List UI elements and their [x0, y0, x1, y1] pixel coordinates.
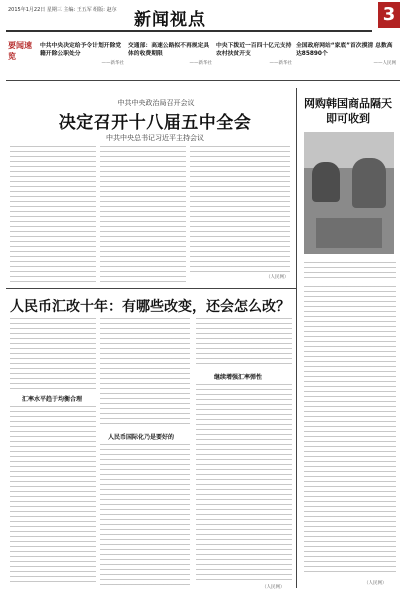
- rmb-body-column: [100, 318, 190, 428]
- rmb-source: （人民网）: [262, 585, 285, 590]
- top-rule: [6, 30, 372, 32]
- side-source: （人民网）: [364, 581, 387, 586]
- brief-label: 要闻速览: [8, 41, 32, 61]
- page-number: 3: [378, 2, 400, 28]
- side-body-column: [304, 286, 396, 576]
- brief-item-text: 中央下拨近一百四十亿元支持农村扶贫开支: [216, 43, 292, 57]
- brief-item-text: 全国政府网站“家底”首次摸清 总数高达85890个: [296, 43, 393, 57]
- rmb-body-column: [10, 318, 96, 390]
- brief-item-source: ——新华社: [269, 61, 292, 66]
- brief-item[interactable]: [40, 42, 124, 66]
- brief-item-source: ——人民网: [373, 61, 396, 66]
- brief-item[interactable]: [216, 42, 292, 66]
- rmb-body-column: [196, 318, 292, 368]
- brief-divider: [6, 80, 400, 81]
- side-caption: [304, 262, 396, 278]
- rmb-headline[interactable]: 人民币汇改十年：有哪些改变，还会怎么改？: [10, 299, 290, 315]
- lead-body-column: [10, 146, 96, 282]
- brief-item-text: 交通部：高速公路拟不再规定具体的收费期限: [128, 43, 210, 57]
- rmb-body-column: [10, 406, 96, 586]
- masthead: [0, 0, 406, 36]
- brief-item[interactable]: [128, 42, 212, 66]
- lead-headline[interactable]: 决定召开十八届五中全会: [58, 113, 252, 133]
- rmb-subhead: 汇率水平趋于均衡合理: [22, 396, 83, 403]
- section-title: 新闻视点: [134, 10, 206, 30]
- lead-kicker: 中共中央政治局召开会议: [117, 99, 195, 107]
- lead-body-column: [100, 146, 186, 282]
- lead-source: （人民网）: [266, 275, 289, 280]
- column-divider: [296, 88, 297, 588]
- brief-item-source: ——新华社: [101, 61, 124, 66]
- rmb-body-column: [196, 384, 292, 580]
- brief-item-source: ——新华社: [189, 61, 212, 66]
- side-headline[interactable]: 网购韩国商品隔天即可收到: [304, 97, 392, 125]
- rmb-subhead: 继续增强汇率弹性: [214, 374, 263, 381]
- lead-body-column: [190, 146, 290, 272]
- rmb-subhead: 人民币国际化乃是要好的: [108, 434, 175, 441]
- news-photo: [304, 132, 394, 254]
- section-divider: [6, 288, 296, 289]
- rmb-body-column: [100, 444, 190, 586]
- brief-item[interactable]: [296, 42, 396, 66]
- date-line: 2015年1月22日 星期三 主编: 王五军 组版: 赵尔: [8, 7, 117, 13]
- brief-item-text: 中共中央决定给予令计划开除党籍开除公职处分: [40, 43, 122, 57]
- lead-subhead: 中共中央总书记习近平主持会议: [106, 134, 204, 142]
